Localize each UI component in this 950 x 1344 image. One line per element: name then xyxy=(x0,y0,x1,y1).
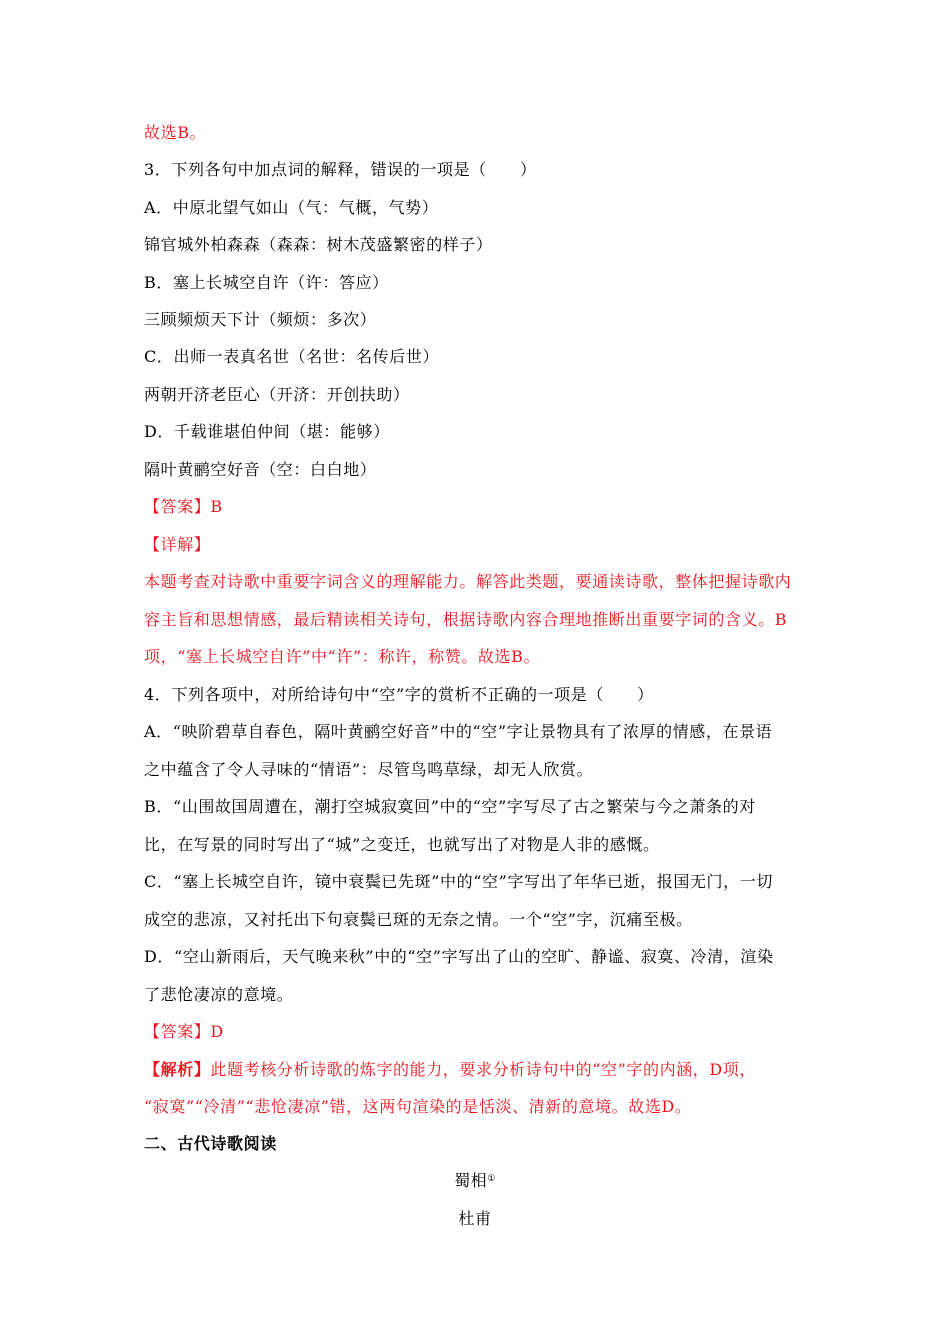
poem-title xyxy=(0,1171,950,1191)
q4-option-a-line1: A．“映阶碧草自春色，隔叶黄鹂空好音”中的“空”字让景物具有了浓厚的情感，在景语 xyxy=(144,722,773,741)
poem-footnote-marker: ① xyxy=(487,1174,496,1184)
q3-option-a-line1: A．中原北望气如山（气：气概，气势） xyxy=(144,198,439,217)
question-4-stem: 4．下列各项中，对所给诗句中“空”字的赏析不正确的一项是（ ） xyxy=(144,685,654,704)
q4-analysis-label: 【解析】 xyxy=(144,1060,211,1079)
q3-answer: 【答案】B xyxy=(144,497,223,516)
q3-option-c-line2: 两朝开济老臣心（开济：开创扶助） xyxy=(144,385,410,404)
q4-option-d-line2: 了悲怆凄凉的意境。 xyxy=(144,985,294,1004)
q3-option-c-line1: C．出师一表真名世（名世：名传后世） xyxy=(144,347,440,366)
q4-option-a-line2: 之中蕴含了令人寻味的“情语”：尽管鸟鸣草绿，却无人欣赏。 xyxy=(144,760,594,779)
q4-option-b-line2: 比，在写景的同时写出了“城”之变迁，也就写出了对物是人非的感慨。 xyxy=(144,835,660,854)
q3-detail-line-1: 本题考查对诗歌中重要字词含义的理解能力。解答此类题，要通读诗歌，整体把握诗歌内 xyxy=(144,572,792,591)
q3-option-d-line1: D．千载谁堪伯仲间（堪：能够） xyxy=(144,422,390,441)
q4-answer: 【答案】D xyxy=(144,1022,224,1041)
q3-option-b-line2: 三顾频烦天下计（频烦：多次） xyxy=(144,310,377,329)
q3-detail-label: 【详解】 xyxy=(144,535,211,554)
previous-conclusion: 故选B。 xyxy=(144,123,207,142)
question-3-stem: 3．下列各句中加点词的解释，错误的一项是（ ） xyxy=(144,160,537,179)
q4-option-d-line1: D．“空山新雨后，天气晚来秋”中的“空”字写出了山的空旷、静谧、寂寞、冷清，渲染 xyxy=(144,947,774,966)
q4-option-b-line1: B．“山围故国周遭在，潮打空城寂寞回”中的“空”字写尽了古之繁荣与今之萧条的对 xyxy=(144,797,756,816)
q3-option-b-line1: B．塞上长城空自许（许：答应） xyxy=(144,273,389,292)
q3-option-d-line2: 隔叶黄鹂空好音（空：白白地） xyxy=(144,460,377,479)
q4-analysis-line-2: “寂寞”“冷清”“悲怆凄凉”错，这两句渲染的是恬淡、清新的意境。故选D。 xyxy=(144,1097,692,1116)
section-heading: 二、古代诗歌阅读 xyxy=(144,1134,277,1153)
q4-analysis-line-1 xyxy=(144,1060,756,1080)
q3-option-a-line2: 锦官城外柏森森（森森：树木茂盛繁密的样子） xyxy=(144,235,493,254)
q4-option-c-line1: C．“塞上长城空自许，镜中衰鬓已先斑”中的“空”字写出了年华已逝，报国无门，一切 xyxy=(144,872,773,891)
q3-detail-line-2: 容主旨和思想情感，最后精读相关诗句，根据诗歌内容合理地推断出重要字词的含义。B xyxy=(144,610,788,629)
poem-author: 杜甫 xyxy=(458,1209,492,1228)
poem-title-text: 蜀相 xyxy=(454,1171,488,1190)
q3-detail-line-3: 项，“塞上长城空自许”中“许”：称许，称赞。故选B。 xyxy=(144,647,541,666)
q4-option-c-line2: 成空的悲凉，又衬托出下句衰鬓已斑的无奈之情。一个“空”字，沉痛至极。 xyxy=(144,910,693,929)
q4-analysis-text-1: 此题考核分析诗歌的炼字的能力，要求分析诗句中的“空”字的内涵，D项， xyxy=(210,1060,756,1079)
